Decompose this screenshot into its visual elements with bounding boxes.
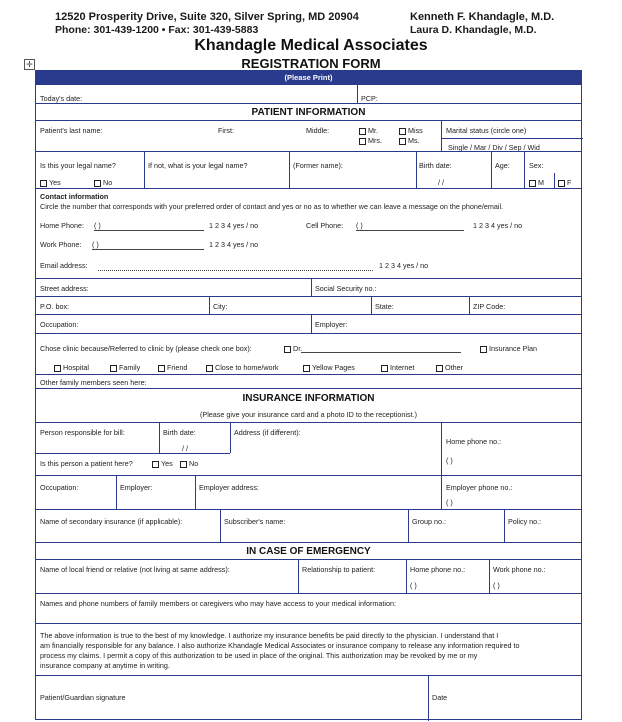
contact-instructions: Circle the number that corresponds with your preferred order of contact and yes or no as to whether we can leave a message on the phone/email. (40, 202, 504, 211)
group-no-label[interactable]: Group no.: (412, 517, 446, 526)
sex-m[interactable]: M (529, 178, 544, 187)
local-friend-label[interactable]: Name of local friend or relative (not living at same address): (40, 565, 230, 574)
sex-m-checkbox[interactable] (529, 180, 536, 187)
zip-label[interactable]: ZIP Code: (473, 302, 506, 311)
registration-form (35, 70, 582, 720)
marital-options[interactable]: Single / Mar / Div / Sep / Wid (448, 143, 540, 152)
emergency-home-phone-paren: ( ) (410, 581, 417, 590)
responsible-home-phone-paren: ( ) (446, 456, 453, 465)
doctor-name-2: Laura D. Khandagle, M.D. (410, 24, 537, 36)
insurance-info-heading: INSURANCE INFORMATION (242, 393, 375, 404)
sex-label: Sex: (529, 161, 544, 170)
authorization-text-1: The above information is true to the best of my knowledge. I authorize my insurance benefits be paid directly to the physician. I understand that I (40, 631, 499, 640)
city-label[interactable]: City: (213, 302, 228, 311)
age-label[interactable]: Age: (495, 161, 510, 170)
po-box-label[interactable]: P.O. box: (40, 302, 70, 311)
referral-friend[interactable]: Friend (158, 363, 187, 372)
legal-yes[interactable]: Yes (40, 178, 61, 187)
todays-date-label[interactable]: Today's date: (40, 94, 83, 103)
miss-checkbox[interactable] (399, 128, 406, 135)
street-address-label[interactable]: Street address: (40, 284, 89, 293)
referral-family[interactable]: Family (110, 363, 140, 372)
responsible-home-phone-label[interactable]: Home phone no.: (446, 437, 502, 446)
internet-checkbox[interactable] (381, 365, 388, 372)
is-patient-no[interactable]: No (180, 459, 198, 468)
pcp-label[interactable]: PCP: (361, 94, 378, 103)
birth-date-slashes[interactable]: / / (438, 178, 444, 187)
insured-employer-phone-label[interactable]: Employer phone no.: (446, 483, 513, 492)
referral-yellow-pages[interactable]: Yellow Pages (303, 363, 355, 372)
email-label[interactable]: Email address: (40, 261, 88, 270)
ms-checkbox[interactable] (399, 138, 406, 145)
insurance-note: (Please give your insurance card and a photo ID to the receptionist.) (200, 410, 417, 419)
responsible-person-label[interactable]: Person responsible for bill: (40, 428, 125, 437)
is-patient-label: Is this person a patient here? (40, 459, 133, 468)
emergency-work-phone-label[interactable]: Work phone no.: (493, 565, 546, 574)
last-name-label[interactable]: Patient's last name: (40, 126, 103, 135)
cell-phone-order[interactable]: 1 2 3 4 yes / no (473, 221, 523, 230)
work-phone-label[interactable]: Work Phone: (40, 240, 82, 249)
responsible-birth-date-label[interactable]: Birth date: (163, 428, 196, 437)
authorization-text-4: insurance company at anytime in writing. (40, 661, 170, 670)
birth-date-label[interactable]: Birth date: (419, 161, 452, 170)
title-ms[interactable]: Ms. (399, 136, 420, 145)
subscriber-name-label[interactable]: Subscriber's name: (224, 517, 286, 526)
patient-info-heading: PATIENT INFORMATION (251, 107, 366, 118)
title-miss[interactable]: Miss (399, 126, 423, 135)
home-phone-label[interactable]: Home Phone: (40, 221, 84, 230)
legal-yes-checkbox[interactable] (40, 180, 47, 187)
responsible-address-label[interactable]: Address (if different): (234, 428, 301, 437)
insured-employer-label[interactable]: Employer: (120, 483, 153, 492)
responsible-birth-date-slashes[interactable]: / / (182, 444, 188, 453)
home-phone-paren: ( ) (94, 221, 101, 230)
friend-checkbox[interactable] (158, 365, 165, 372)
clinic-address: 12520 Prosperity Drive, Suite 320, Silver Spring, MD 20904 (55, 11, 359, 23)
referral-label: Chose clinic because/Referred to clinic by (please check one box): (40, 344, 252, 353)
title-mr[interactable]: Mr. (359, 126, 378, 135)
doctor-name-1: Kenneth F. Khandagle, M.D. (410, 11, 555, 23)
middle-name-label[interactable]: Middle: (306, 126, 330, 135)
print-banner: (Please Print) (36, 71, 581, 85)
if-not-legal-name-label[interactable]: If not, what is your legal name? (148, 161, 248, 170)
is-patient-yes-checkbox[interactable] (152, 461, 159, 468)
caregivers-label[interactable]: Names and phone numbers of family members or caregivers who may have access to your medical information: (40, 599, 396, 608)
other-checkbox[interactable] (436, 365, 443, 372)
insured-employer-address-label[interactable]: Employer address: (199, 483, 259, 492)
table-move-handle-icon[interactable]: ✛ (24, 59, 35, 70)
work-phone-paren: ( ) (92, 240, 99, 249)
referral-insurance-plan[interactable]: Insurance Plan (480, 344, 537, 353)
yellow-pages-checkbox[interactable] (303, 365, 310, 372)
contact-info-heading: Contact information (40, 192, 109, 201)
is-patient-yes[interactable]: Yes (152, 459, 173, 468)
is-patient-no-checkbox[interactable] (180, 461, 187, 468)
work-phone-order[interactable]: 1 2 3 4 yes / no (209, 240, 259, 249)
other-family-label[interactable]: Other family members seen here: (40, 378, 147, 387)
referral-internet[interactable]: Internet (381, 363, 414, 372)
practice-name: Khandagle Medical Associates (194, 37, 428, 54)
insured-employer-phone-paren: ( ) (446, 498, 453, 507)
form-title: REGISTRATION FORM (241, 56, 381, 71)
family-checkbox[interactable] (110, 365, 117, 372)
close-home-checkbox[interactable] (206, 365, 213, 372)
referral-close-to-home[interactable]: Close to home/work (206, 363, 279, 372)
cell-phone-paren: ( ) (356, 221, 363, 230)
policy-no-label[interactable]: Policy no.: (508, 517, 542, 526)
mr-checkbox[interactable] (359, 128, 366, 135)
legal-no[interactable]: No (94, 178, 112, 187)
clinic-phone-fax: Phone: 301-439-1200 • Fax: 301-439-5883 (55, 24, 259, 36)
marital-status-label: Marital status (circle one) (446, 126, 527, 135)
ssn-label[interactable]: Social Security no.: (315, 284, 377, 293)
emergency-home-phone-label[interactable]: Home phone no.: (410, 565, 466, 574)
referral-dr[interactable]: Dr. (284, 344, 302, 353)
former-name-label[interactable]: (Former name): (293, 161, 343, 170)
legal-name-label: Is this your legal name? (40, 161, 116, 170)
state-label[interactable]: State: (375, 302, 394, 311)
hospital-checkbox[interactable] (54, 365, 61, 372)
signature-label[interactable]: Patient/Guardian signature (40, 693, 126, 702)
referral-other[interactable]: Other (436, 363, 463, 372)
cell-phone-label[interactable]: Cell Phone: (306, 221, 344, 230)
sex-f-checkbox[interactable] (558, 180, 565, 187)
legal-no-checkbox[interactable] (94, 180, 101, 187)
authorization-text-3: process my claims. I permit a copy of this authorization to be used in place of the original. This authorization may be revoked by me or my (40, 651, 478, 660)
occupation-label[interactable]: Occupation: (40, 320, 79, 329)
title-mrs[interactable]: Mrs. (359, 136, 382, 145)
home-phone-order[interactable]: 1 2 3 4 yes / no (209, 221, 259, 230)
emergency-heading: IN CASE OF EMERGENCY (246, 546, 371, 557)
email-order[interactable]: 1 2 3 4 yes / no (379, 261, 429, 270)
emergency-work-phone-paren: ( ) (493, 581, 500, 590)
signature-date-label[interactable]: Date (432, 693, 448, 702)
employer-label[interactable]: Employer: (315, 320, 348, 329)
mrs-checkbox[interactable] (359, 138, 366, 145)
dr-checkbox[interactable] (284, 346, 291, 353)
secondary-insurance-label[interactable]: Name of secondary insurance (if applicable): (40, 517, 183, 526)
first-name-label[interactable]: First: (218, 126, 234, 135)
sex-f[interactable]: F (558, 178, 571, 187)
relationship-label[interactable]: Relationship to patient: (302, 565, 376, 574)
insurance-plan-checkbox[interactable] (480, 346, 487, 353)
insured-occupation-label[interactable]: Occupation: (40, 483, 79, 492)
authorization-text-2: am financially responsible for any balance. I also authorize Khandagle Medical Associates or insurance company to release any information required to (40, 641, 520, 650)
referral-hospital[interactable]: Hospital (54, 363, 89, 372)
